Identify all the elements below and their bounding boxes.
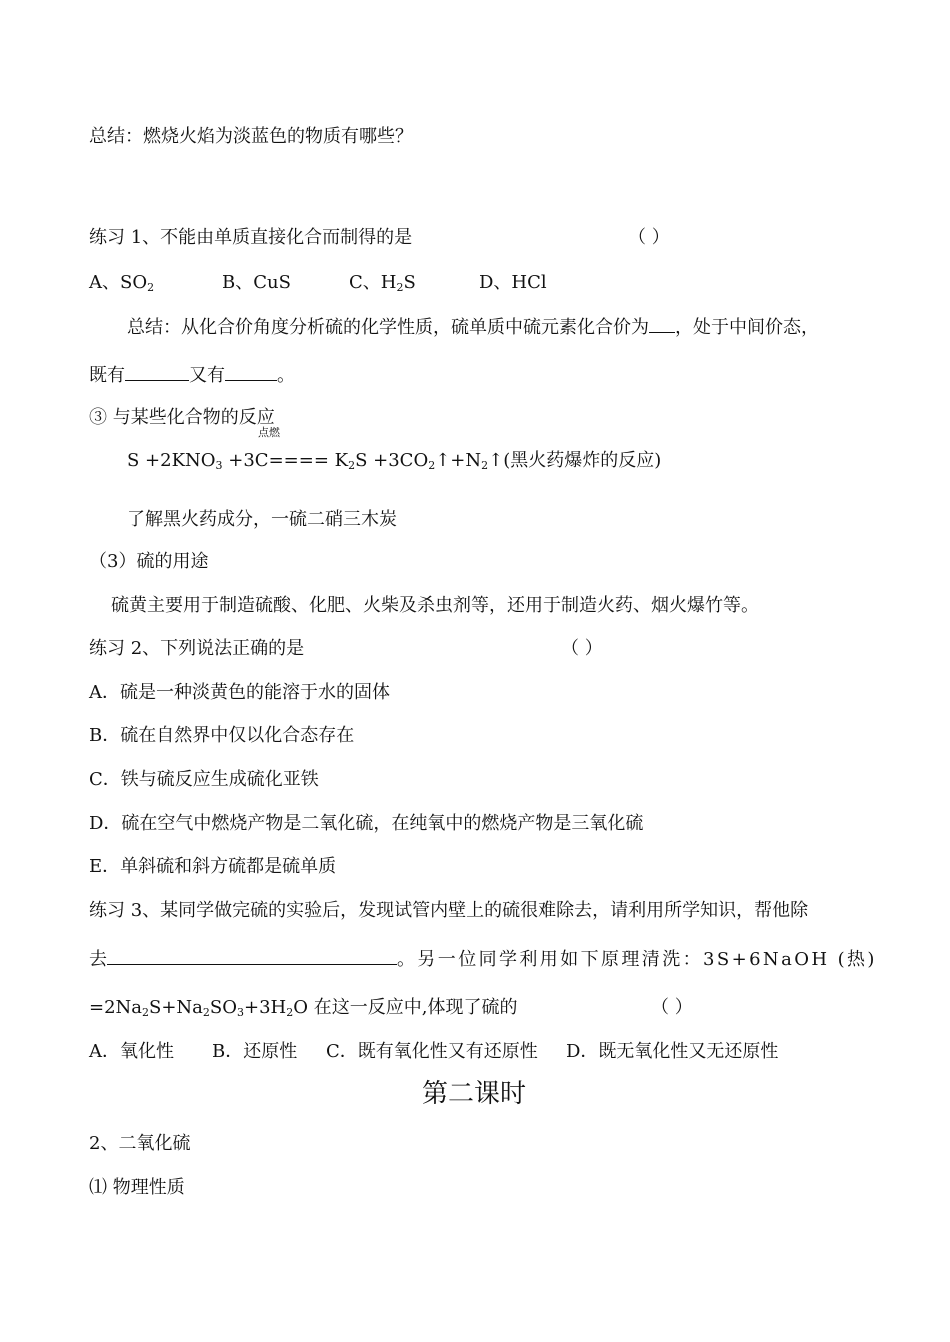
exercise3-equation: $=2Na_2S+Na_2SO_3+3H_2O$ 在这一反应中,体现了硫的 [89,997,518,1019]
physical-properties-title: ⑴ 物理性质 [89,1177,185,1198]
exercise3-option-a: A．氧化性 [89,1041,174,1062]
gunpowder-composition: 了解黑火药成分，一硫二硝三木炭 [127,509,397,530]
exercise2-option: A．硫是一种淡黄色的能溶于水的固体 [89,682,390,703]
summary-valence-line2: 既有 又有 。 [89,365,295,386]
section-reaction-with-compounds: ③ 与某些化合物的反应 [89,407,275,428]
exercise2-option: B．硫在自然界中仅以化合态存在 [89,725,355,746]
summary-flame-question: 总结：燃烧火焰为淡蓝色的物质有哪些？ [89,126,413,147]
valence-blank [649,316,675,333]
summary-valence-line1: 总结：从化合价角度分析硫的化学性质，硫单质中硫元素化合价为 ，处于中间价态， [127,317,819,338]
exercise1-stem: 练习 1、不能由单质直接化合而制得的是 [89,227,413,248]
so2-section-title: 2、二氧化硫 [89,1133,191,1154]
exercise3-option-d: D．既无氧化性又无还原性 [566,1041,779,1062]
exercise2-option: C．铁与硫反应生成硫化亚铁 [89,769,319,790]
exercise1-option-d: D、HCl [479,272,547,293]
exercise1-answer-paren: （ ） [628,227,670,248]
reducing-blank [225,364,277,381]
gunpowder-equation: $S +2KNO_3 +3C==== K_2S$ $+3CO_2↑+N_2↑$(黑火药爆炸的反应) [127,450,662,472]
exercise2-option: D．硫在空气中燃烧产物是二氧化硫，在纯氧中的燃烧产物是三氧化硫 [89,813,644,834]
exercise3-answer-paren: （ ） [651,997,693,1018]
removal-method-blank [107,948,397,965]
exercise3-line2: 去 。另一位同学利用如下原理清洗：3S+6NaOH (热) [89,949,877,970]
exercise2-answer-paren: （ ） [561,638,603,659]
exercise1-option-b: B、CuS [222,272,291,293]
exercise1-option-a: A、$SO_2$ [89,272,155,294]
exercise3-option-c: C．既有氧化性又有还原性 [326,1041,538,1062]
oxidizing-blank [125,364,189,381]
exercise3-option-b: B．还原性 [212,1041,298,1062]
exercise2-option: E．单斜硫和斜方硫都是硫单质 [89,856,337,877]
sulfur-uses-text: 硫黄主要用于制造硫酸、化肥、火柴及杀虫剂等，还用于制造火药、烟火爆竹等。 [111,595,759,616]
ignition-condition-label: 点燃 [258,426,280,439]
exercise3-line1: 练习 3、某同学做完硫的实验后，发现试管内壁上的硫很难除去，请利用所学知识，帮他除 [89,900,809,921]
exercise1-option-c: C、$H_2S$ [349,272,416,294]
lesson-heading: 第二课时 [422,1079,527,1109]
section-sulfur-uses: （3）硫的用途 [89,551,209,572]
exercise2-stem: 练习 2、下列说法正确的是 [89,638,305,659]
